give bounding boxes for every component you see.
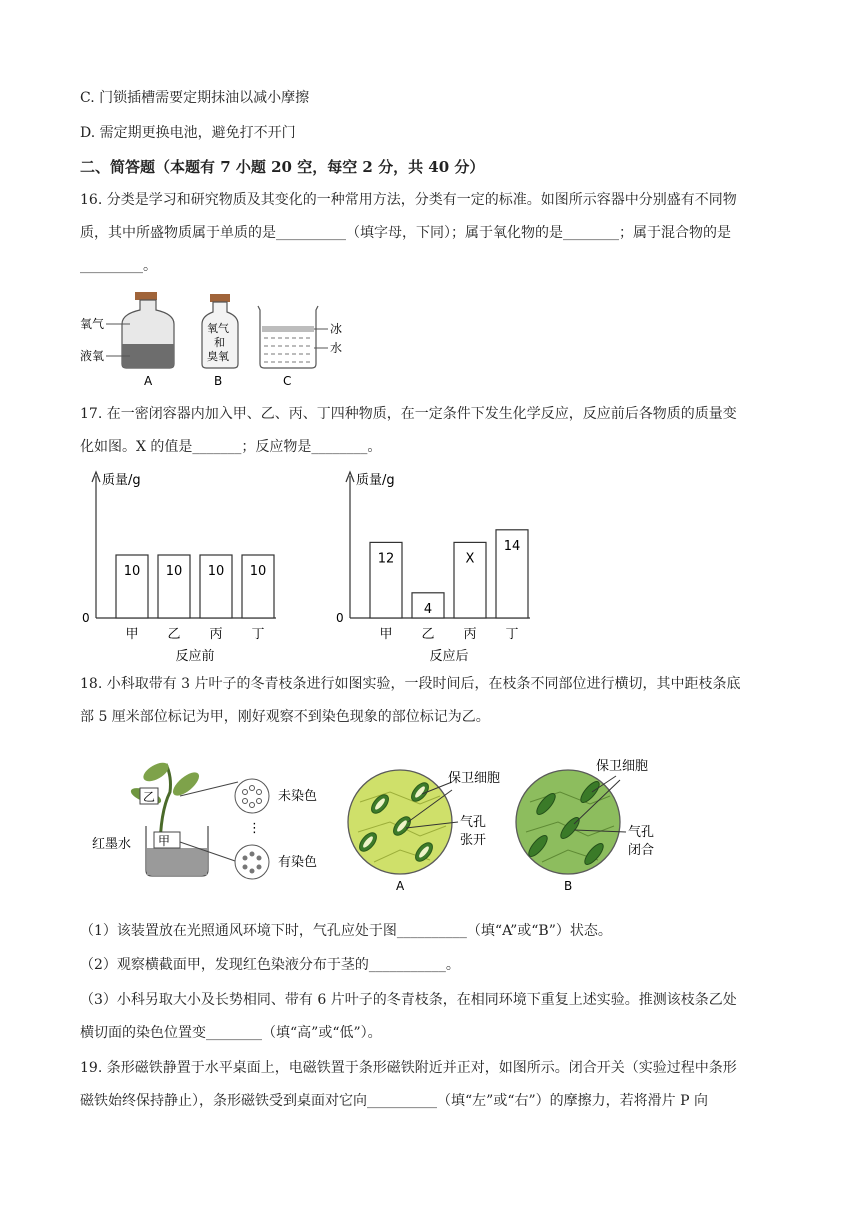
b-label-1: 氧气 [207,322,229,335]
b-label-3: 臭氧 [207,350,229,363]
q16-line1: 16. 分类是学习和研究物质及其变化的一种常用方法，分类有一定的标准。如图所示容器中分别盛有不同物 [80,192,737,208]
q16-containers-figure [78,288,358,388]
branch-beaker [92,759,317,879]
container-c [258,306,342,388]
ink-label: 红墨水 [92,837,132,852]
option-c: C. 门锁插槽需要定期抹油以减小摩擦 [80,90,310,106]
x-tick-label: 乙 [167,627,181,642]
bar-value-label: X [465,551,475,567]
x-tick-label: 乙 [421,627,435,642]
a-bottom-label: 液氧 [80,349,105,363]
q16-line3: _________。 [80,258,157,274]
b-label-2: 和 [214,336,225,349]
jia-label: 甲 [158,834,171,848]
a-open-label: 张开 [460,833,487,848]
a-top-label: 氧气 [80,317,105,331]
bar-value-label: 10 [165,564,183,579]
stoma-closed-figure [516,759,654,893]
leaf-icon [140,759,171,785]
yi-label: 乙 [143,790,156,804]
q17-line1: 17. 在一密闭容器内加入甲、乙、丙、丁四种物质，在一定条件下发生化学反应，反应前后各物质的质量变 [80,406,737,422]
container-a [80,292,174,388]
b-closed-label: 闭合 [628,843,655,858]
q18-sub2: （2）观察横截面甲，发现红色染液分布于茎的___________。 [80,957,460,973]
dots: ⋮ [248,821,261,836]
q19-line1: 19. 条形磁铁静置于水平桌面上，电磁铁置于条形磁铁附近并正对，如图所示。闭合开关（实验过程中条形 [80,1060,737,1076]
c-bottom-label: 水 [330,341,343,355]
a-letter: A [396,879,405,893]
bar-value-label: 12 [377,551,395,567]
b-guard-label: 保卫细胞 [596,759,649,774]
a-letter: A [144,374,153,388]
x-tick-label: 甲 [379,627,393,642]
chart-caption: 反应前 [175,649,215,664]
q18-figure [90,752,690,897]
bar-value-label: 10 [207,564,225,579]
c-top-label: 冰 [330,322,343,336]
origin-label: 0 [336,611,344,625]
q18-sub3-line2: 横切面的染色位置变________（填“高”或“低”）。 [80,1025,382,1041]
unstained-label: 未染色 [278,789,318,804]
container-b [202,294,238,388]
origin-label: 0 [82,611,90,625]
b-letter: B [214,374,223,388]
section-heading: 二、简答题（本题有 7 小题 20 空，每空 2 分，共 40 分） [80,158,485,176]
q19-line2: 磁铁始终保持静止），条形磁铁受到桌面对它向__________（填“左”或“右”）的摩擦力，若将滑片 P 向 [80,1093,708,1109]
c-letter: C [283,374,292,388]
option-d: D. 需定期更换电池，避免打不开门 [80,125,296,141]
x-tick-label: 丁 [251,627,265,642]
a-stoma-label: 气孔 [460,815,487,830]
bar-value-label: 14 [503,538,521,554]
b-stoma-label: 气孔 [628,825,655,840]
q18-sub3-line1: （3）小科另取大小及长势相同、带有 6 片叶子的冬青枝条，在相同环境下重复上述实验。推测该枝条乙处 [80,992,737,1008]
stained-label: 有染色 [278,855,318,870]
x-tick-label: 丙 [209,627,223,642]
x-tick-label: 丙 [463,627,477,642]
bar-value-label: 4 [423,601,433,617]
q16-line2: 质，其中所盛物质属于单质的是__________（填字母，下同）；属于氧化物的是________；属于混合物的是 [80,225,731,241]
q17-bar-charts [70,462,530,668]
chart-caption: 反应后 [429,649,469,664]
x-tick-label: 丁 [505,627,519,642]
b-letter: B [564,879,573,893]
q18-sub1: （1）该装置放在光照通风环境下时，气孔应处于图__________（填“A”或“B”）状态。 [80,923,612,939]
q18-line2: 部 5 厘米部位标记为甲，刚好观察不到染色现象的部位标记为乙。 [80,709,490,725]
q17-line2: 化如图。X 的值是_______；反应物是________。 [80,439,382,455]
stoma-open-figure [348,770,500,893]
bar-value-label: 10 [123,564,141,579]
x-tick-label: 甲 [125,627,139,642]
q18-line1: 18. 小科取带有 3 片叶子的冬青枝条进行如图实验，一段时间后，在枝条不同部位进行横切，其中距枝条底 [80,676,741,692]
y-axis-label: 质量/g [356,473,395,488]
y-axis-label: 质量/g [102,473,141,488]
a-guard-label: 保卫细胞 [448,771,501,786]
bar-value-label: 10 [249,564,267,579]
